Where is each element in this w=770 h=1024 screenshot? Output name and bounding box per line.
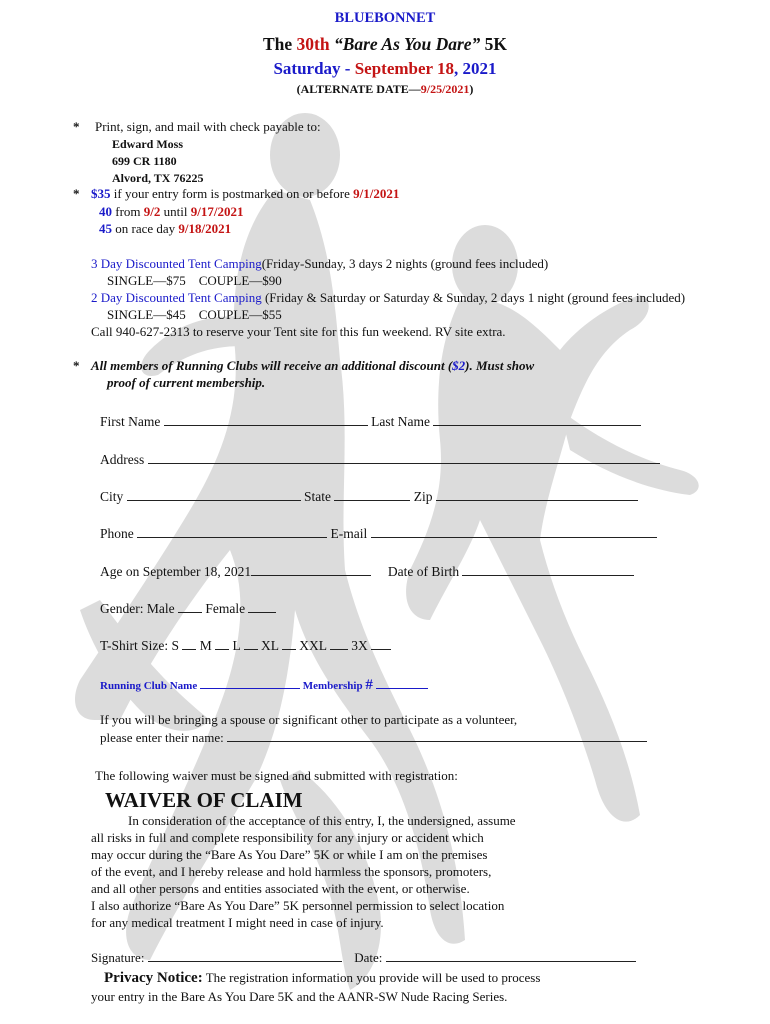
phone-label: Phone [100,526,134,541]
shirt-xl-label: XL [261,638,279,653]
camping-call: Call 940-627-2313 to reserve your Tent site for this fun weekend. RV site extra. [91,324,506,339]
signature-label: Signature: [91,950,145,965]
camping-3-day-prices: SINGLE—$75 COUPLE—$90 [107,273,282,288]
email-label: E-mail [330,526,368,541]
city-label: City [100,489,124,504]
date-main: September 18 [354,59,455,78]
shirt-3x-label: 3X [351,638,368,653]
camping-2-day-prices: SINGLE—$45 COUPLE—$55 [107,307,282,322]
waiver-line: may occur during the “Bare As You Dare” 5K or while I am on the premises [91,847,488,862]
payee-city: Alvord, TX 76225 [112,171,204,185]
waiver-line: and all other persons and entities associated with the event, or otherwise. [91,881,470,896]
shirt-xxl-field[interactable] [330,638,348,650]
alternate-date [0,82,770,97]
fee-early-price: $35 [91,186,111,201]
fee-mid-price: 40 [99,204,112,219]
first-name-field[interactable] [164,414,368,426]
bullet-star: * [73,186,80,201]
fee-race-price: 45 [99,221,112,236]
fee-mid-until: until [163,204,188,219]
club-name-label: Running Club Name [100,680,198,692]
shirt-row [100,638,391,654]
waiver-heading: WAIVER OF CLAIM [105,788,303,812]
gender-row [100,601,276,617]
last-name-field[interactable] [433,414,641,426]
zip-label: Zip [413,489,433,504]
fee-mid-start: 9/2 [143,204,161,219]
bullet-star: * [73,119,80,134]
date-comma: , [454,59,459,78]
shirt-xl-field[interactable] [282,638,296,650]
privacy-notice [104,970,540,986]
first-name-row [100,414,641,430]
shirt-l-field[interactable] [244,638,258,650]
privacy-text-b: your entry in the Bare As You Dare 5K and the AANR-SW Nude Racing Series. [91,989,508,1004]
shirt-l-label: L [232,638,241,653]
first-name-label: First Name [100,414,161,429]
shirt-3x-field[interactable] [371,638,391,650]
date-day: Saturday - [273,59,351,78]
address-label: Address [100,452,145,467]
title-30th: 30th [296,34,330,54]
title-race-name: “Bare As You Dare” [333,34,481,54]
state-label: State [304,489,332,504]
membership-label: Membership [302,680,363,692]
race-title [0,34,770,55]
club-discount-amount: $2 [452,358,466,373]
waiver-intro: The following waiver must be signed and submitted with registration: [95,768,458,783]
club-discount [91,358,534,374]
privacy-heading: Privacy Notice: [104,970,203,986]
gender-female-label: Female [205,601,246,616]
payee-street: 699 CR 1180 [112,154,177,168]
state-field[interactable] [334,489,410,501]
date-year: 2021 [462,59,497,78]
fee-mid-end: 9/17/2021 [190,204,244,219]
fee-mid [99,204,243,220]
volunteer-name-field[interactable] [227,730,647,742]
title-5k: 5K [484,34,508,54]
address-field[interactable] [148,452,660,464]
waiver-line: In consideration of the acceptance of this entry, I, the undersigned, assume [128,813,516,828]
waiver-line: for any medical treatment I might need in case of injury. [91,915,384,930]
date-label: Date: [354,950,383,965]
mail-instruction: Print, sign, and mail with check payable to: [95,119,321,134]
volunteer-text: If you will be bringing a spouse or significant other to participate as a volunteer, [100,712,518,727]
membership-field[interactable] [376,677,428,689]
waiver-line: I also authorize “Bare As You Dare” 5K personnel permission to select location [91,898,505,913]
city-row [100,489,638,505]
email-field[interactable] [371,526,657,538]
fee-early-text: if your entry form is postmarked on or before [113,186,350,201]
club-discount-text-b: ). Must show [465,358,535,373]
last-name-label: Last Name [371,414,430,429]
shirt-xxl-label: XXL [299,638,327,653]
shirt-m-label: M [199,638,212,653]
waiver-line: of the event, and I hereby release and hold harmless the sponsors, promoters, [91,864,492,879]
signature-field[interactable] [148,950,342,962]
date-field[interactable] [386,950,636,962]
gender-female-field[interactable] [248,601,276,613]
fee-mid-from: from [115,204,141,219]
address-row [100,452,660,468]
age-label: Age on September 18, 2021 [100,564,252,579]
club-name-field[interactable] [200,677,300,689]
shirt-s-field[interactable] [182,638,196,650]
camping-3-day [91,256,548,272]
bullet-star: * [73,358,80,373]
phone-row [100,526,657,542]
camping-3-day-link[interactable]: 3 Day Discounted Tent Camping [91,256,262,271]
volunteer-label: please enter their name: [100,730,224,745]
zip-field[interactable] [436,489,638,501]
camping-2-day-desc: (Friday & Saturday or Saturday & Sunday, 2 days 1 night (ground fees included) [264,290,686,305]
age-row [100,564,634,580]
payee-name: Edward Moss [112,137,184,151]
shirt-m-field[interactable] [215,638,229,650]
fee-race-text: on race day [115,221,176,236]
privacy-text-a: The registration information you provide will be used to process [205,970,541,985]
alternate-suffix: ) [469,82,474,96]
fee-race-day [99,221,231,237]
club-discount-text-a: All members of Running Clubs will receive an additional discount ( [91,358,453,373]
phone-field[interactable] [137,526,327,538]
fee-early-date: 9/1/2021 [353,186,400,201]
fee-early [91,186,399,202]
alternate-date-value: 9/25/2021 [420,82,470,96]
org-title: BLUEBONNET [334,10,436,26]
shirt-label: T-Shirt Size: S [100,638,180,653]
camping-3-day-desc: (Friday-Sunday, 3 days 2 nights (ground fees included) [261,256,549,271]
club-discount-proof: proof of current membership. [107,375,266,390]
camping-2-day-link[interactable]: 2 Day Discounted Tent Camping [91,290,262,305]
dob-field[interactable] [462,564,634,576]
race-date [0,59,770,79]
signature-row [91,950,636,966]
dob-label: Date of Birth [387,564,460,579]
volunteer-row [100,730,647,746]
alternate-prefix: (ALTERNATE DATE— [296,82,421,96]
age-field[interactable] [251,564,371,576]
title-the: The [262,34,293,54]
fee-race-date: 9/18/2021 [178,221,232,236]
gender-male-label: Gender: Male [100,601,175,616]
gender-male-field[interactable] [178,601,202,613]
waiver-line: all risks in full and complete responsibility for any injury or accident which [91,830,484,845]
camping-2-day [91,290,685,306]
city-field[interactable] [127,489,301,501]
club-row [100,677,428,694]
membership-hash: # [365,677,373,693]
